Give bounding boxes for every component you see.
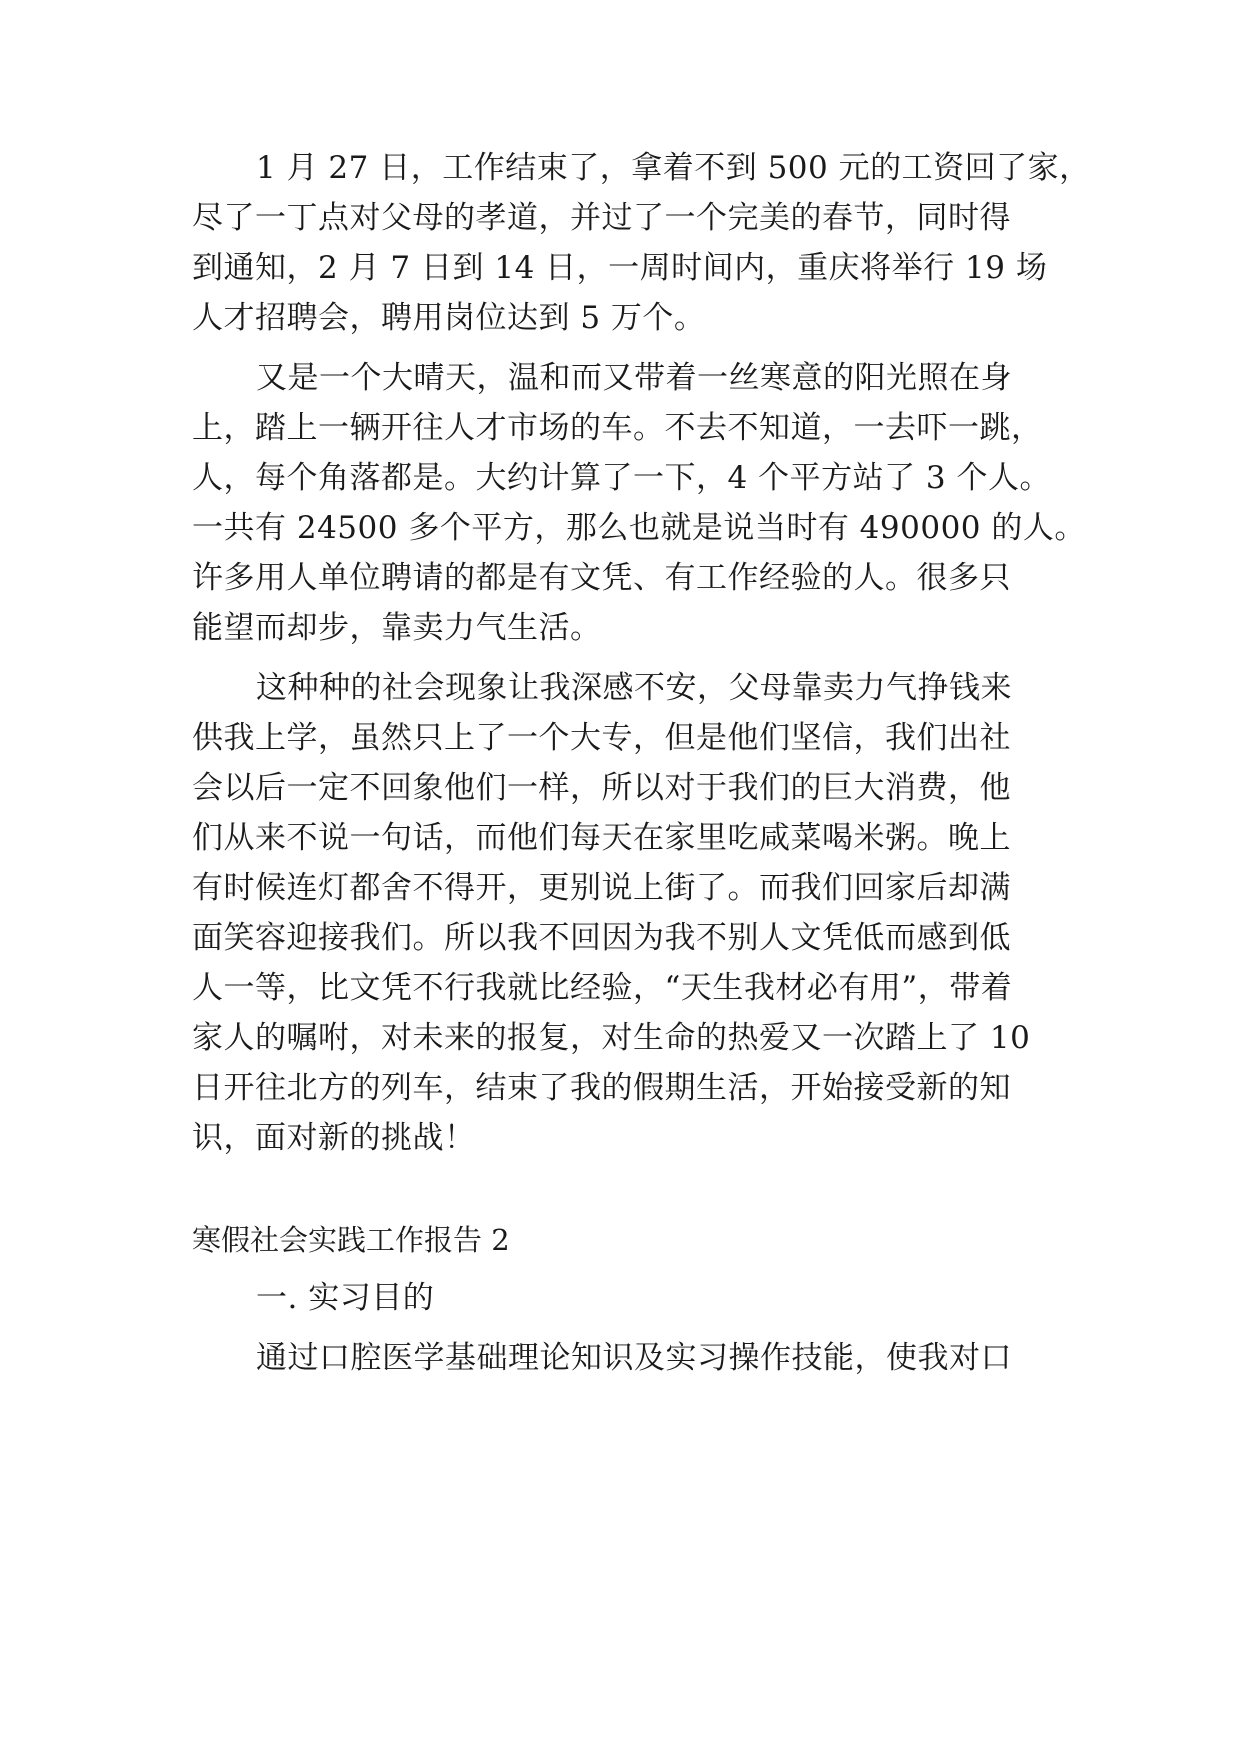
subheading-internship-purpose: 一. 实习目的 (256, 1280, 435, 1316)
paragraph-3-line-10: 识，面对新的挑战！ (192, 1120, 476, 1156)
paragraph-3-line-6: 面笑容迎接我们。所以我不回因为我不别人文凭低而感到低 (192, 920, 1011, 956)
paragraph-3-line-3: 会以后一定不回象他们一样，所以对于我们的巨大消费，他 (192, 770, 1011, 806)
paragraph-1-line-4: 人才招聘会，聘用岗位达到 5 万个。 (192, 300, 706, 336)
paragraph-3-line-7: 人一等，比文凭不行我就比经验，“天生我材必有用”，带着 (192, 970, 1013, 1006)
paragraph-3-line-5: 有时候连灯都舍不得开，更别说上街了。而我们回家后却满 (192, 870, 1011, 906)
paragraph-3-line-8: 家人的嘱咐，对未来的报复，对生命的热爱又一次踏上了 10 (192, 1020, 1031, 1056)
paragraph-2-line-4: 一共有 24500 多个平方，那么也就是说当时有 490000 的人。 (192, 510, 1086, 546)
section-title: 寒假社会实践工作报告 2 (192, 1223, 510, 1257)
paragraph-2-line-2: 上，踏上一辆开往人才市场的车。不去不知道，一去吓一跳， (192, 410, 1043, 446)
paragraph-3-line-2: 供我上学，虽然只上了一个大专，但是他们坚信，我们出社 (192, 720, 1011, 756)
paragraph-4-line-1: 通过口腔医学基础理论知识及实习操作技能，使我对口 (256, 1340, 1012, 1376)
paragraph-3-line-4: 们从来不说一句话，而他们每天在家里吃咸菜喝米粥。晚上 (192, 820, 1011, 856)
paragraph-2-line-1: 又是一个大晴天，温和而又带着一丝寒意的阳光照在身 (256, 360, 1012, 396)
paragraph-1-line-2: 尽了一丁点对父母的孝道，并过了一个完美的春节，同时得 (192, 200, 1011, 236)
paragraph-1-line-1: 1 月 27 日，工作结束了，拿着不到 500 元的工资回了家， (256, 150, 1091, 186)
paragraph-2-line-3: 人，每个角落都是。大约计算了一下，4 个平方站了 3 个人。 (192, 460, 1052, 496)
paragraph-2-line-5: 许多用人单位聘请的都是有文凭、有工作经验的人。很多只 (192, 560, 1011, 596)
paragraph-3-line-1: 这种种的社会现象让我深感不安，父母靠卖力气挣钱来 (256, 670, 1012, 706)
paragraph-3-line-9: 日开往北方的列车，结束了我的假期生活，开始接受新的知 (192, 1070, 1011, 1106)
paragraph-1-line-3: 到通知，2 月 7 日到 14 日，一周时间内，重庆将举行 19 场 (192, 250, 1048, 286)
paragraph-2-line-6: 能望而却步，靠卖力气生活。 (192, 610, 602, 646)
